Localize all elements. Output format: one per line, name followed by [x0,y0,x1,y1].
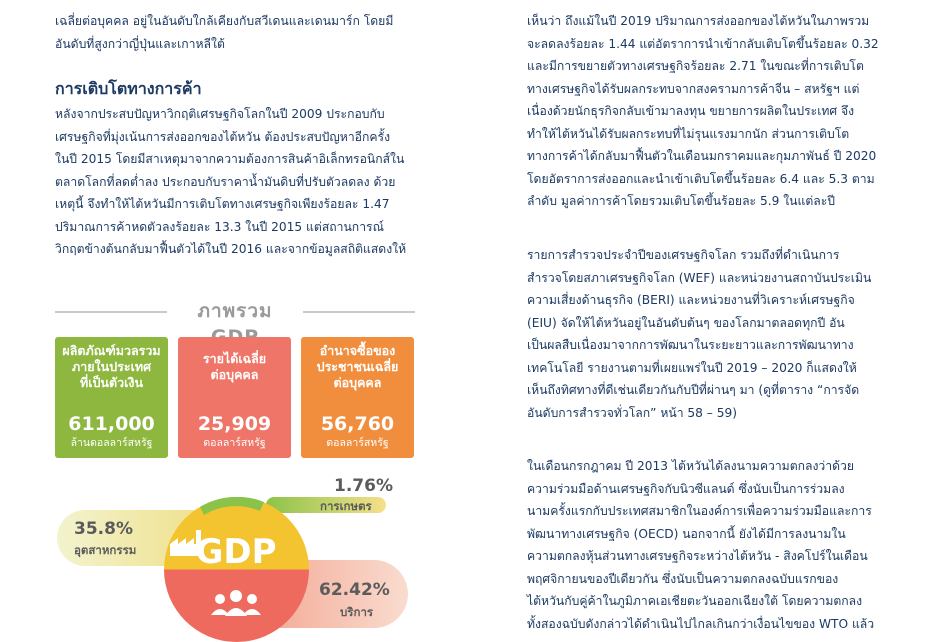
text-line: สำรวจโดยสภาเศรษฐกิจโลก (WEF) และหน่วยงานสถาบันประเมิน [527,270,872,285]
card-label-line: ที่เป็นตัวเงิน [79,375,144,390]
text-line: ปริมาณการค้าหดตัวลงร้อยละ 13.3 ในปี 2015 แต่สถานการณ์ [55,219,384,234]
text-line: โดยอัตราการส่งออกและนำเข้าเติบโตขึ้นร้อยละ 6.4 และ 5.3 ตาม [527,171,875,186]
text-line: เห็นถึงทิศทางที่ดีเช่นเดียวกันกับปีที่ผ่านๆ มา (ดูที่ตาราง “การจัด [527,383,860,397]
card-unit: ล้านดอลลาร์สหรัฐ [70,437,153,449]
text-line: ความเสี่ยงด้านธุรกิจ (BERI) และหน่วยงานที่วิเคราะห์เศรษฐกิจ [527,293,855,307]
gdp-overview-title: ภาพรวม [197,300,273,322]
text-line: ไต้หวันกับคู่ค้าในภูมิภาคเอเชียตะวันออกเฉียงใต้ โดยความตกลง [527,594,863,608]
card-label-line: ต่อบุคคล [333,375,382,390]
industry-percent: 35.8% [74,519,133,539]
card-label-line: ผลิตภัณฑ์มวลรวม [62,343,161,358]
text-line: เหตุนี้ จึงทำให้ไต้หวันมีการเติบโตทางเศรษฐกิจเพียงร้อยละ 1.47 [55,197,390,211]
agriculture-label: การเกษตร [320,499,372,513]
card-label-line: อำนาจซื้อของ [319,343,396,358]
text-line: จะลดลงร้อยละ 1.44 แต่อัตราการนำเข้ากลับเติบโตขึ้นร้อยละ 0.32 [527,36,879,51]
text-line: รายการสำรวจประจำปีของเศรษฐกิจโลก รวมถึงที่ดำเนินการ [527,248,840,262]
text-line: เป็นผลสืบเนื่องมาจากการพัฒนาในระยะยาวและการพัฒนาทาง [527,338,854,352]
card-label [178,351,291,383]
text-line: ทางเศรษฐกิจได้รับผลกระทบจากสงครามการค้าจีน – สหรัฐฯ แต่ [527,81,860,96]
industry-label: อุตสาหกรรม [74,543,137,557]
text-line: ทำให้ไต้หวันได้รับผลกระทบที่ไม่รุนแรงมากนัก ส่วนการเติบโต [527,126,850,141]
agriculture-percent: 1.76% [334,476,393,496]
text-line: หลังจากประสบปัญหาวิกฤติเศรษฐกิจโลกในปี 2009 ประกอบกับ [55,107,385,121]
text-line: เฉลี่ยต่อบุคคล อยู่ในอันดับใกล้เคียงกับสวีเดนและเดนมาร์ก โดยมี [55,14,394,28]
text-line: ทางการค้าได้กลับมาฟื้นตัวในเดือนมกราคมและกุมภาพันธ์ ปี 2020 [527,149,877,163]
paragraph-trade-agreements [527,455,885,635]
card-value: 25,909 [197,413,272,435]
text-line: เศรษฐกิจที่มุ่งเน้นการส่งออกของไต้หวัน ต้องประสบปัญหาอีกครั้ง [55,129,391,144]
text-line: อันดับการสำรวจทั่วโลก” หน้า 58 – 59) [527,405,738,420]
text-line: ความตกลงหุ้นส่วนทางเศรษฐกิจระหว่างไต้หวัน - สิงคโปร์ในเดือน [527,549,868,563]
card-nominal-gdp [55,337,168,458]
services-label: บริการ [340,605,374,619]
paragraph-trade-growth [527,10,885,213]
text-line: อันดับที่สูงกว่าญี่ปุ่นและเกาหลีใต้ [55,36,225,51]
donut-bottom-segment [164,570,309,642]
text-line: ลำดับ มูลค่าการค้าโดยรวมเติบโตขึ้นร้อยละ 5.9 ในแต่ละปี [527,194,836,208]
text-line: (EIU) จัดให้ไต้หวันอยู่ในอันดับต้นๆ ของโลกมาตลอดทุกปี อัน [527,315,845,330]
title-rule-left [55,311,167,313]
text-line: ทั้งสองฉบับดังกล่าวได้ดำเนินไปไกลเกินกว่าเงื่อนไขของ WTO แล้ว [527,616,875,631]
card-purchasing-power [301,337,414,458]
section-heading: การเติบโตทางการค้า [55,79,202,98]
card-unit: ดอลลาร์สหรัฐ [326,437,389,449]
gdp-overview-title-row [55,298,415,324]
card-label-line: ภายในประเทศ [71,359,152,374]
card-income-per-capita [178,337,291,458]
card-value: 56,760 [320,413,395,435]
text-line: วิกฤตข้างต้นกลับมาฟื้นตัวได้ในปี 2016 และจากข้อมูลสถิติแสดงให้ [55,242,407,256]
gdp-center-label: GDP [195,532,277,572]
card-label [301,343,414,391]
text-line: นามครั้งแรกกับประเทศสมาชิกในองค์การเพื่อความร่วมมือและการ [527,504,872,518]
card-label-line: ต่อบุคคล [210,367,259,382]
body-paragraph [55,103,415,261]
paragraph-global-rankings [527,244,885,424]
text-line: ในเดือนกรกฎาคม ปี 2013 ไต้หวันได้ลงนามความตกลงว่าด้วย [527,459,855,473]
title-rule-right [303,311,415,313]
intro-paragraph [55,10,415,55]
gdp-donut [164,497,309,642]
text-line: เทคโนโลยี รายงานตามที่เผยแพร่ในปี 2019 – 2020 ก็แสดงให้ [527,360,857,375]
card-label-line: ประชาชนเฉลี่ย [316,359,399,374]
card-value: 611,000 [68,413,155,435]
text-line: เนื่องด้วยนักธุรกิจกลับเข้ามาลงทุน ขยายการผลิตในประเทศ จึง [527,104,855,118]
text-line: พฤศจิกายนของปีเดียวกัน ซึ่งนับเป็นความตกลงฉบับแรกของ [527,571,839,586]
card-label [55,343,168,391]
card-label-line: รายได้เฉลี่ย [202,351,267,366]
text-line: ความร่วมมือด้านเศรษฐกิจกับนิวซีแลนด์ ซึ่งนับเป็นการร่วมลง [527,481,845,496]
text-line: ในปี 2015 โดยมีสาเหตุมาจากความต้องการสินค้าอิเล็กทรอนิกส์ใน [55,152,405,166]
text-line: และมีการขยายตัวทางเศรษฐกิจร้อยละ 2.71 ในขณะที่การเติบโต [527,59,864,73]
text-line: ตลาดโลกที่ลดต่ำลง ประกอบกับราคาน้ำมันดิบที่ปรับตัวลดลง ด้วย [55,174,396,189]
text-line: พัฒนาทางเศรษฐกิจ (OECD) นอกจากนี้ ยังได้มีการลงนามใน [527,526,846,541]
services-percent: 62.42% [319,580,390,600]
text-line: เห็นว่า ถึงแม้ในปี 2019 ปริมาณการส่งออกของไต้หวันในภาพรวม [527,14,870,28]
card-unit: ดอลลาร์สหรัฐ [203,437,266,449]
